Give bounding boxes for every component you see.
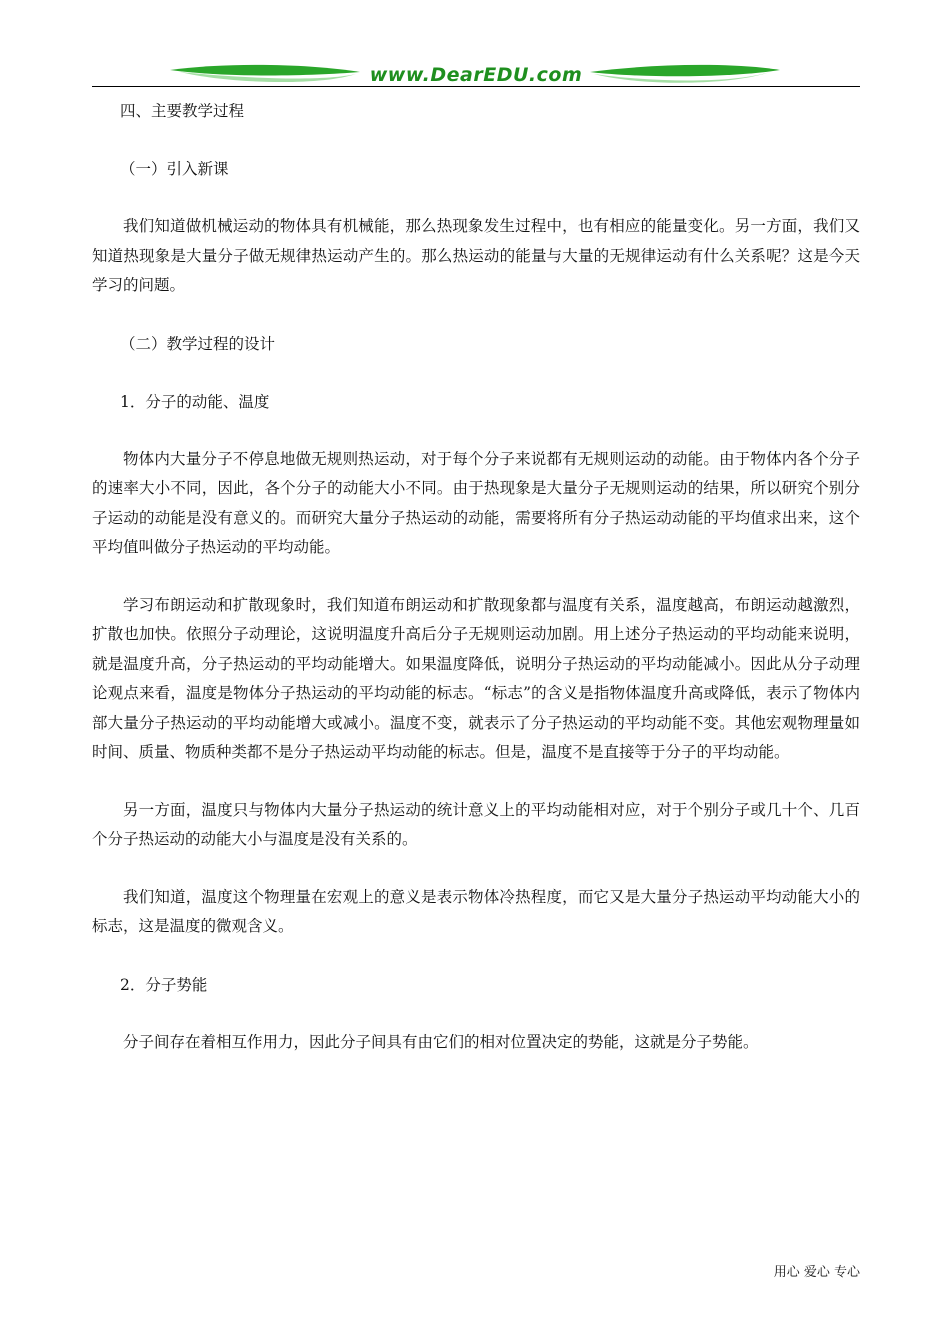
paragraph-kinetic-2: 学习布朗运动和扩散现象时，我们知道布朗运动和扩散现象都与温度有关系，温度越高，布朗运动越激烈，扩散也加快。依照分子动理论，这说明温度升高后分子无规则运动加剧。用上述分子热运动的平均动能来说明，就是温度升高，分子热运动的平均动能增大。如果温度降低，说明分子热运动的平均动能减小。因此从分子动理论观点来看，温度是物体分子热运动的平均动能的标志。“标志”的含义是指物体温度升高或降低，表示了物体内部大量分子热运动的平均动能增大或减小。温度不变，就表示了分子热运动的平均动能不变。其他宏观物理量如时间、质量、物质种类都不是分子热运动平均动能的标志。但是，温度不是直接等于分子的平均动能。: [92, 595, 860, 761]
paragraph-kinetic-1: 物体内大量分子不停息地做无规则热运动，对于每个分子来说都有无规则运动的动能。由于物体内各个分子的速率大小不同，因此，各个分子的动能大小不同。由于热现象是大量分子无规则运动的结果，所以研究个别分子运动的动能是没有意义的。而研究大量分子热运动的动能，需要将所有分子热运动动能的平均值求出来，这个平均值叫做分子热运动的平均动能。: [92, 449, 860, 556]
subsection-title-intro: （一）引入新课: [120, 160, 229, 178]
section-title: 四、主要教学过程: [120, 102, 245, 120]
subsection-title-design: （二）教学过程的设计: [120, 334, 276, 353]
header-divider: [92, 86, 860, 87]
footer-slogan: 用心 爱心 专心: [773, 1265, 860, 1280]
item-title-potential-energy: 2．分子势能: [120, 975, 208, 994]
item-title-kinetic-energy: 1．分子的动能、温度: [120, 392, 270, 411]
intro-paragraph: 我们知道做机械运动的物体具有机械能，那么热现象发生过程中，也有相应的能量变化。另一方面，我们又知道热现象是大量分子做无规律热运动产生的。那么热运动的能量与大量的无规律运动有什么关系呢？这是今天学习的问题。: [92, 217, 860, 294]
paragraph-kinetic-3: 另一方面，温度只与物体内大量分子热运动的统计意义上的平均动能相对应，对于个别分子或几十个、几百个分子热运动的动能大小与温度是没有关系的。: [92, 800, 860, 848]
document-body: [92, 96, 860, 1057]
paragraph-kinetic-4: 我们知道，温度这个物理量在宏观上的意义是表示物体冷热程度，而它又是大量分子热运动平均动能大小的标志，这是温度的微观含义。: [92, 887, 860, 935]
paragraph-potential: 分子间存在着相互作用力，因此分子间具有由它们的相对位置决定的势能，这就是分子势能。: [123, 1032, 759, 1051]
header-site-logo: www.DearEDU.com: [369, 64, 583, 86]
